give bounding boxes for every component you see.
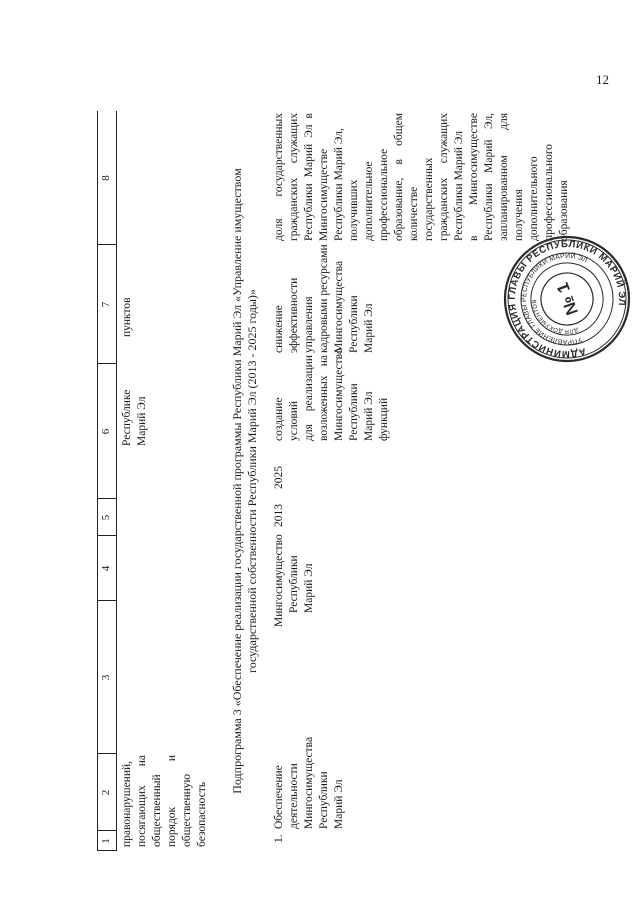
- row1-col8: [272, 113, 572, 241]
- page-number: 12: [596, 72, 609, 87]
- row1-col7: [272, 243, 377, 353]
- text-line: Мингосимущества: [333, 260, 345, 353]
- row1-col6: [272, 348, 392, 441]
- text-line: государственных: [423, 157, 435, 241]
- text-line: создание условий: [273, 397, 300, 441]
- text-line: общественный: [151, 774, 163, 847]
- text-line: Республики: [318, 771, 330, 829]
- row1-col2: [272, 736, 347, 829]
- text-line: посягающих на: [136, 755, 148, 847]
- stamp-inner-text: ДЛЯ ДОКУМЕНТОВ: [531, 298, 579, 335]
- prev-row-col2: [120, 755, 210, 847]
- text-line: Мингосимуществе: [318, 148, 330, 241]
- col-number-1: 1: [100, 838, 112, 844]
- text-line: в Мингосимуществе: [468, 113, 480, 241]
- text-line: получивших: [348, 179, 360, 241]
- text-line: Мингосимущество: [273, 534, 285, 627]
- text-line: Республики Марий Эл,: [333, 128, 345, 241]
- text-line: профессиональное: [378, 148, 390, 241]
- text-line: Республике: [121, 389, 133, 446]
- row1-col5: 2025: [273, 466, 285, 489]
- subprogram-title: [230, 111, 260, 851]
- text-line: дополнительное: [363, 161, 375, 241]
- text-line: профессионального: [543, 143, 555, 241]
- text-line: порядок и: [166, 755, 178, 847]
- text-line: безопасность: [196, 781, 208, 847]
- text-line: эффективности: [288, 277, 300, 353]
- text-line: Марий Эл: [303, 563, 315, 613]
- text-line: Марий Эл: [136, 396, 148, 446]
- text-line: правонарушений,: [121, 760, 133, 847]
- text-line: Республики: [348, 383, 360, 441]
- rotated-table-page: [97, 111, 628, 851]
- text-line: общественную: [181, 773, 193, 847]
- row1-number: 1.: [273, 834, 285, 843]
- text-line: возложенных на: [318, 355, 330, 441]
- col-number-2: 2: [100, 789, 112, 796]
- text-line: Республики Марий Эл,: [483, 113, 495, 241]
- text-line: Республики: [288, 555, 300, 613]
- col-number-3: 3: [100, 674, 112, 681]
- table-top-border: [97, 111, 98, 851]
- text-line: кадровыми ресурсами: [318, 244, 330, 353]
- text-line: Мингосимущества: [303, 736, 315, 829]
- header-row-border: [116, 111, 117, 851]
- text-line: получения: [513, 189, 525, 241]
- text-line: для реализации: [303, 355, 315, 441]
- col-number-5: 5: [100, 514, 112, 521]
- prev-row-col6: [120, 366, 150, 446]
- title-line: Подпрограмма 3 «Обеспечение реализации государственной программы Республики Марий Эл «Управление имуществом: [230, 168, 244, 794]
- text-line: количестве: [408, 186, 420, 241]
- row1-col4: 2013: [273, 504, 285, 527]
- prev-row-col7: [120, 257, 135, 337]
- row1-col3: [272, 534, 317, 627]
- col-number-6: 6: [100, 428, 112, 435]
- text-line: образования: [558, 180, 570, 241]
- text-line: Мингосимущество: [333, 348, 345, 441]
- col-number-8: 8: [100, 175, 112, 181]
- text-line: управления: [303, 296, 315, 353]
- text-line: Республики Марий Эл в: [303, 113, 315, 241]
- text-line: доля государственных: [273, 113, 285, 241]
- col-number-4: 4: [100, 565, 112, 572]
- text-line: образование, в общем: [393, 113, 405, 241]
- col-number-7: 7: [100, 301, 112, 308]
- text-line: гражданских служащих: [288, 113, 300, 241]
- text-line: функций: [378, 397, 390, 441]
- text-line: Марий Эл: [363, 303, 375, 353]
- text-line: запланированном для: [498, 113, 510, 241]
- official-stamp: [502, 234, 632, 364]
- title-line: государственной собственности Республики Марий Эл (2013 - 2025 годы)»: [245, 289, 259, 673]
- text-line: Республики Марий Эл: [453, 130, 465, 241]
- text-line: гражданских служащих: [438, 113, 450, 241]
- text-line: Обеспечение: [273, 765, 285, 829]
- stamp-number: № 1: [552, 280, 583, 318]
- text-line: Марий Эл: [363, 391, 375, 441]
- text-line: Республики: [348, 295, 360, 353]
- text-line: снижение: [273, 305, 285, 353]
- stamp-middle-text: УПРАВЛЕНИЕ ГЛАВЫ РЕСПУБЛИКИ МАРИЙ ЭЛ: [520, 252, 589, 346]
- text-line: пунктов: [121, 297, 133, 337]
- text-line: деятельности: [288, 763, 300, 829]
- stamp-outer-text: АДМИНИСТРАЦИЯ ГЛАВЫ РЕСПУБЛИКИ МАРИЙ ЭЛ: [506, 238, 628, 360]
- text-line: дополнительного: [528, 156, 540, 241]
- text-line: Марий Эл: [333, 779, 345, 829]
